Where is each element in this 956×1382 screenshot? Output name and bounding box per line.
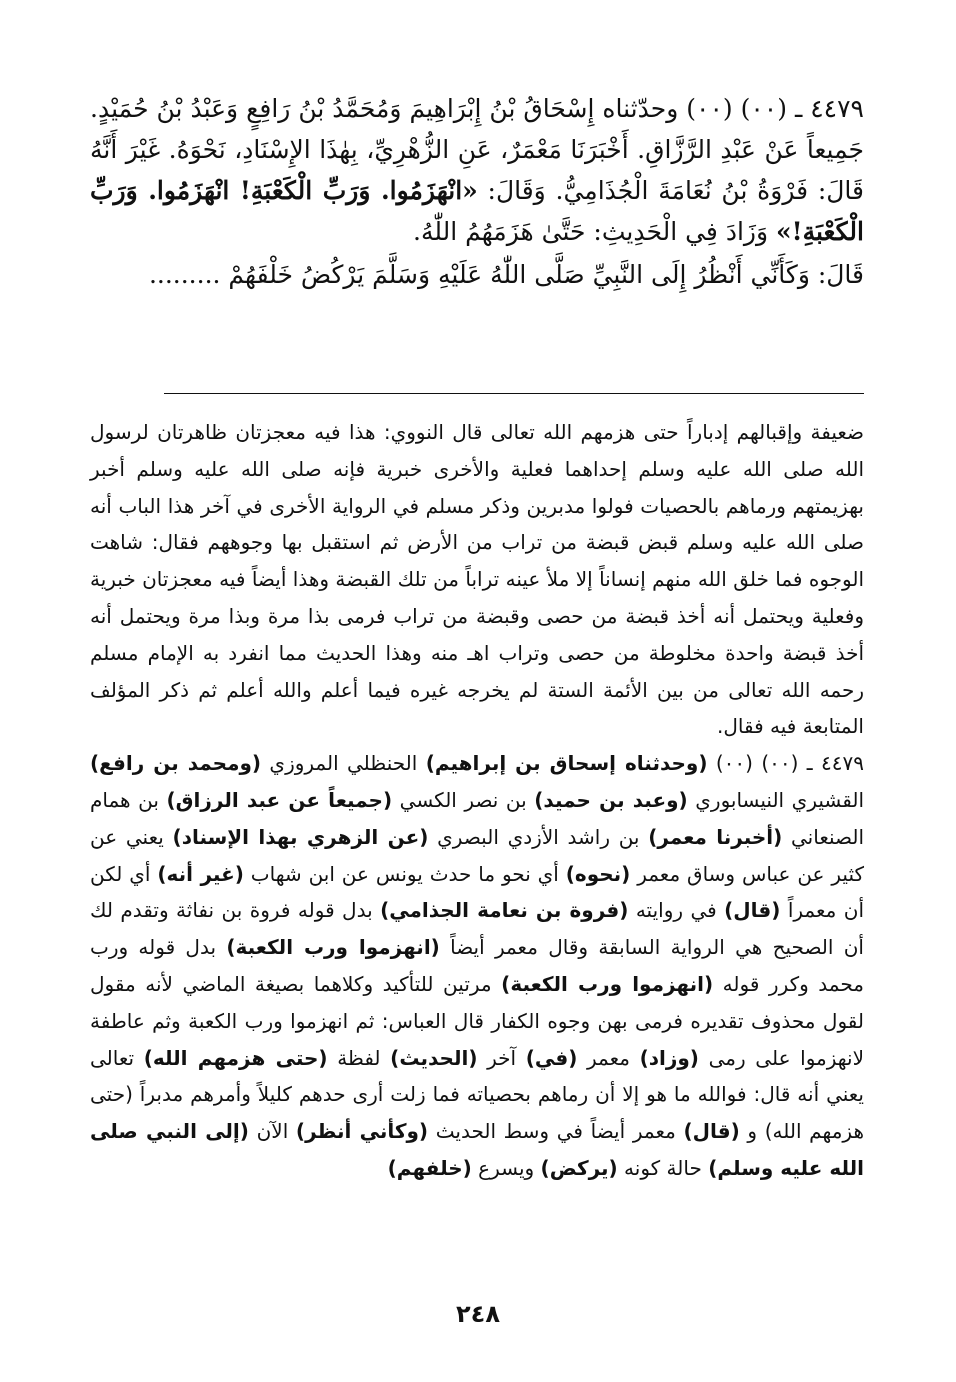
commentary-bold: (خلفهم) xyxy=(387,1155,472,1180)
commentary-span: بدل قوله فروة بن نفاثة وتقدم لك أن الصحيح هي الرواية السابقة وقال معمر أيضاً xyxy=(90,898,864,960)
commentary-span: آخر xyxy=(477,1045,526,1070)
commentary-bold: (فروة بن نعامة الجذامي) xyxy=(380,898,629,923)
commentary-bold: (وزاد) xyxy=(639,1045,699,1070)
commentary-span: مرتين للتأكيد وكلاهما بصيغة الماضي لأنه مقول لقول محذوف تقديره فرمى بهن وجوه الكفار قال العباس: ثم انهزموا ورب الكعبة وثم عاطفة لانهزموا على رمى xyxy=(90,971,864,1070)
commentary-bold: (انهزموا ورب الكعبة) xyxy=(226,935,440,960)
commentary-bold: (غير أنه) xyxy=(157,861,244,886)
hadith-text-span: ٤٤٧٩ ـ (٠٠) (٠٠) وحدّثناه إِسْحَاقُ بْنُ إِبْرَاهِيمَ وَمُحَمَّدُ بْنُ رَافِعٍ وَعَبْدُ بْنُ حُمَيْدٍ. جَمِيعاً عَنْ عَبْدِ الرَّزَّاقِ. أَخْبَرَنَا مَعْمَرٌ، عَنِ الزُّهْرِيِّ، بِهٰذَا الإِسْنَادِ، نَحْوَهُ. غَيْرَ أَنَّهُ قَالَ: فَرْوَةُ بْنُ نُعَامَةَ الْجُذَامِيُّ. وَقَالَ: xyxy=(90,94,864,205)
hadith-text-span: وَزَادَ فِي الْحَدِيثِ: حَتَّىٰ هَزَمَهُمُ اللّٰهُ. xyxy=(413,217,777,246)
commentary-bold: (يركض) xyxy=(540,1155,618,1180)
commentary-span: أي لكن أن معمراً xyxy=(90,861,865,923)
commentary-span: حالة كونه xyxy=(617,1155,709,1180)
commentary-bold: (حتى هزمهم الله) xyxy=(143,1045,328,1070)
commentary-bold: (عن الزهري بهذا الإسناد) xyxy=(172,824,429,849)
commentary-bold: (جميعاً عن عبد الرزاق) xyxy=(166,787,393,812)
commentary-bold: (قال) xyxy=(683,1119,740,1144)
commentary-bold: (أخبرنا معمر) xyxy=(648,824,783,849)
commentary-bold: (وكأني أنظر) xyxy=(295,1119,429,1144)
commentary-span: يعني عن كثير عن عباس وساق معمر xyxy=(90,824,865,886)
hadith-paragraph xyxy=(90,88,864,252)
hadith-text xyxy=(90,88,864,295)
commentary-span: ويسرع xyxy=(471,1155,541,1180)
page-number: ٢٤٨ xyxy=(456,1300,500,1328)
commentary-span: أي نحو ما حدث يونس عن ابن شهاب xyxy=(243,861,566,886)
hadith-paragraph-continuation xyxy=(90,254,864,295)
commentary-bold: (في) xyxy=(525,1045,578,1070)
commentary-bold: (انهزموا ورب الكعبة) xyxy=(501,971,714,996)
commentary-bold: (قال) xyxy=(724,898,781,923)
commentary-span: القشيري النيسابوري xyxy=(687,787,864,812)
hadith-text-span: قَالَ: وَكَأَنِّي أَنْظُرُ إِلَى النَّبِيِّ صَلَّى اللّٰهُ عَلَيْهِ وَسَلَّمَ يَرْكُضُ خَلْفَهُمْ ......... xyxy=(148,260,864,289)
commentary-span: الآن xyxy=(248,1119,296,1144)
commentary-span: في روايته xyxy=(628,898,725,923)
commentary-span: الحنظلي المروزي xyxy=(261,751,426,776)
commentary-text xyxy=(90,414,864,1187)
commentary-span: بن همام الصنعاني xyxy=(90,787,865,849)
hadith-bold-quote: «انْهَزَمُوا. وَرَبِّ الْكَعْبَةِ! انْهَزَمُوا. وَرَبِّ الْكَعْبَةِ!» xyxy=(90,176,864,246)
commentary-span: لفظة xyxy=(327,1045,391,1070)
commentary-span: بدل قوله ورب محمد وكرر قوله xyxy=(90,935,864,996)
footnote-divider xyxy=(164,393,864,394)
commentary-bold: (ومحمد بن رافع) xyxy=(90,751,262,776)
commentary-span: معمر أيضاً في وسط الحديث xyxy=(428,1119,684,1144)
commentary-span: بن نصر الكسي xyxy=(392,787,535,812)
commentary-bold: (إلى النبي صلى الله عليه وسلم) xyxy=(90,1119,864,1180)
commentary-bold: (الحديث) xyxy=(390,1045,478,1070)
commentary-bold: (وحدثناه إسحاق بن إبراهيم) xyxy=(425,751,708,776)
commentary-span: معمر xyxy=(577,1045,640,1070)
commentary-paragraph xyxy=(90,414,864,745)
commentary-paragraph xyxy=(90,745,864,1187)
commentary-span: تعالى يعني أنه قال: فوالله ما هو إلا أن رماهم بحصياته فما زلت أرى حدهم كليلاً وأمرهم مدبراً (حتى هزمهم الله) و xyxy=(90,1045,864,1144)
commentary-span: بن راشد الأزدي البصري xyxy=(428,824,649,849)
commentary-bold: (وعبد بن حميد) xyxy=(534,787,688,812)
commentary-span: ٤٤٧٩ ـ (٠٠) (٠٠) xyxy=(707,751,864,776)
commentary-span: ضعيفة وإقبالهم إدباراً حتى هزمهم الله تعالى قال النووي: هذا فيه معجزتان ظاهرتان لرسول الله صلى الله عليه وسلم إحداهما فعلية والأخرى خبرية فإنه صلى الله عليه وسلم أخبر بهزيمتهم ورماهم بالحصيات فولوا مدبرين وذكر مسلم في الرواية الأخرى في آخر هذا الباب أنه صلى الله عليه وسلم قبض قبضة من تراب من الأرض ثم استقبل بها وجوههم فقال: شاهت الوجوه فما خلق الله منهم إنساناً إلا ملأ عينه تراباً من تلك القبضة وهذا أيضاً فيه معجزتان خبرية وفعلية ويحتمل أنه أخذ قبضة من حصى وقبضة من تراب فرمى بذا مرة وبذا مرة ويحتمل أنه أخذ قبضة واحدة مخلوطة من حصى وتراب اهـ منه وهذا الحديث مما انفرد به الإمام مسلم رحمه الله تعالى من بين الأئمة الستة لم يخرجه غيره فيما أعلم والله أعلم ثم ذكر المؤلف المتابعة فيه فقال. xyxy=(90,420,864,739)
commentary-bold: (نحوه) xyxy=(565,861,631,886)
